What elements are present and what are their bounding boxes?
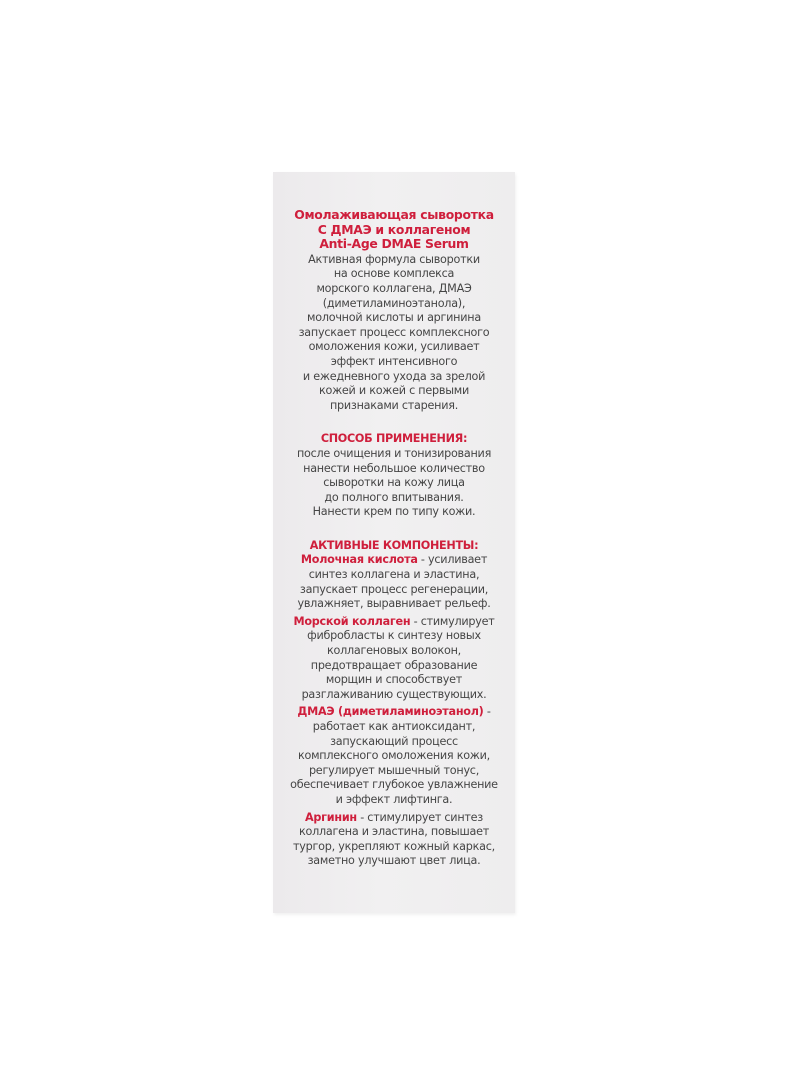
component-first-line <box>273 615 515 630</box>
component-name: Молочная кислота <box>300 553 418 567</box>
description-line: омоложения кожи, усиливает <box>308 340 480 354</box>
component-line: фибробласты к синтезу новых <box>307 629 481 643</box>
product-title-line: Anti-Age DMAE Serum <box>319 236 469 252</box>
component-lactic-acid <box>273 553 515 611</box>
component-line: увлажняет, выравнивает рельеф. <box>297 597 491 611</box>
component-first-line <box>273 553 515 568</box>
usage-line: Нанести крем по типу кожи. <box>312 505 476 519</box>
usage-line: нанести небольшое количество <box>303 461 485 475</box>
components-heading: АКТИВНЫЕ КОМПОНЕНТЫ: <box>309 538 479 552</box>
component-marine-collagen <box>273 615 515 703</box>
component-line: заметно улучшают цвет лица. <box>307 854 481 868</box>
component-first-line <box>273 811 515 826</box>
component-line: коллагеновых волокон, <box>327 644 461 658</box>
component-line: тургор, укрепляют кожный каркас, <box>293 839 495 853</box>
component-line: запускающий процесс <box>330 734 458 748</box>
component-line: предотвращает образование <box>310 658 478 672</box>
component-dmae <box>273 705 515 807</box>
description-line: (диметиламиноэтанола), <box>322 296 466 310</box>
description-line: на основе комплекса <box>333 267 455 281</box>
usage-heading: СПОСОБ ПРИМЕНЕНИЯ: <box>320 432 468 446</box>
product-box-side-panel <box>273 172 515 913</box>
description-line: молочной кислоты и аргинина <box>307 311 481 325</box>
components-list <box>273 553 515 868</box>
component-text: - стимулирует <box>410 614 495 628</box>
component-name: ДМАЭ (диметиламиноэтанол) <box>297 705 484 719</box>
component-first-line <box>273 705 515 720</box>
product-title <box>273 208 515 252</box>
product-title-line: Омолаживающая сыворотка <box>294 207 494 222</box>
component-line: обеспечивает глубокое увлажнение <box>290 778 498 792</box>
usage-line: сыворотки на кожу лица <box>323 476 465 490</box>
description-line: признаками старения. <box>329 398 459 412</box>
component-line: комплексного омоложения кожи, <box>298 749 490 763</box>
component-text: - стимулирует синтез <box>356 810 483 824</box>
component-line: и эффект лифтинга. <box>335 792 453 806</box>
component-line: разглаживанию существующих. <box>301 687 487 701</box>
product-description <box>273 253 515 414</box>
component-line: регулирует мышечный тонус, <box>308 763 480 777</box>
description-line: запускает процесс комплексного <box>298 325 490 339</box>
usage-line: до полного впитывания. <box>324 490 464 504</box>
component-line: запускает процесс регенерации, <box>299 582 489 596</box>
component-line: коллагена и эластина, повышает <box>298 825 490 839</box>
description-line: Активная формула сыворотки <box>308 252 480 266</box>
usage-instructions <box>273 447 515 520</box>
component-text: - усиливает <box>417 553 488 567</box>
component-name: Аргинин <box>305 810 357 824</box>
component-line: работает как антиоксидант, <box>312 720 476 733</box>
product-label-content <box>273 208 515 869</box>
description-line: эффект интенсивного <box>330 354 458 368</box>
product-title-line: С ДМАЭ и коллагеном <box>317 221 471 237</box>
component-name: Морской коллаген <box>293 614 411 628</box>
component-line: синтез коллагена и эластина, <box>308 568 480 582</box>
usage-line: после очищения и тонизирования <box>296 446 492 460</box>
description-line: морского коллагена, ДМАЭ <box>316 281 472 295</box>
description-line: кожей и кожей с первыми <box>318 384 469 398</box>
description-line: и ежедневного ухода за зрелой <box>302 369 486 383</box>
component-arginine <box>273 811 515 869</box>
component-text: - <box>483 705 491 719</box>
component-line: морщин и способствует <box>325 673 463 687</box>
